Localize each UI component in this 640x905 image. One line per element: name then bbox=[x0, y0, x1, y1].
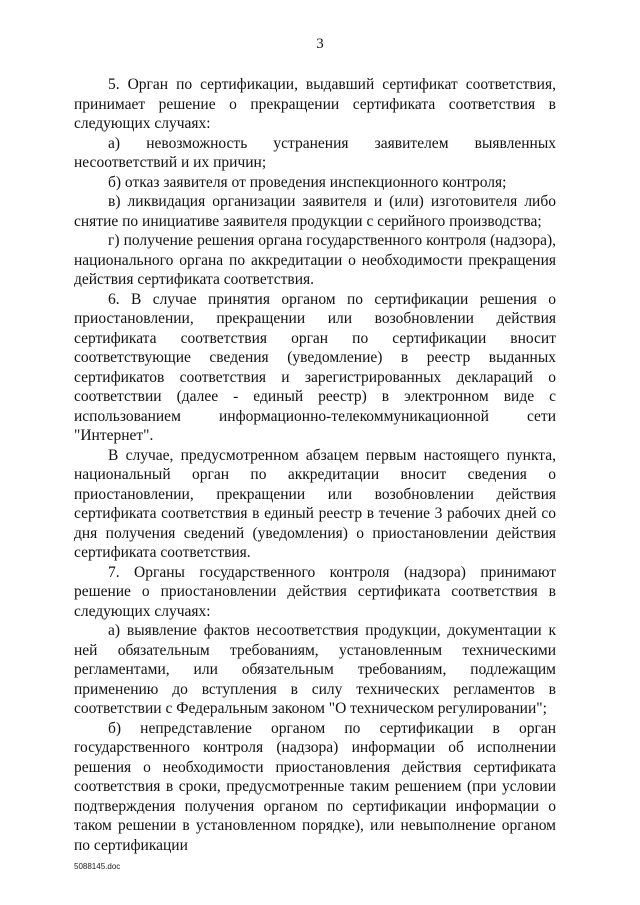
paragraph-item-5: 5. Орган по сертификации, выдавший сертификат соответствия, принимает решение о прекращении сертификата соответствия в следующих случаях: bbox=[74, 76, 556, 132]
paragraph-item-5a: а) невозможность устранения заявителем выявленных несоответствий и их причин; bbox=[74, 134, 556, 171]
paragraph-item-7a: а) выявление фактов несоответствия продукции, документации к ней обязательным требованиям, установленным техническими регламентами, или обязательным требованиям, подлежащим применению до вступления в силу технических регламентов в соответствии с Федеральным законом "О техническом регулировании"; bbox=[74, 622, 556, 717]
paragraph-item-6-second: В случае, предусмотренном абзацем первым настоящего пункта, национальный орган по аккредитации вносит сведения о приостановлении, прекращении или возобновлении действия сертификата соответствия в единый реестр в течение 3 рабочих дней со дня получения сведений (уведомления) о приостановлении действия сертификата соответствия. bbox=[74, 446, 556, 561]
paragraph-item-5b: б) отказ заявителя от проведения инспекционного контроля; bbox=[108, 173, 507, 191]
paragraph-item-5g: г) получение решения органа государственного контроля (надзора), национального органа по аккредитации о необходимости прекращения действия сертификата соответствия. bbox=[74, 232, 556, 288]
paragraph-item-7: 7. Органы государственного контроля (надзора) принимают решение о приостановлении действия сертификата соответствия в следующих случаях: bbox=[74, 563, 556, 620]
paragraph-item-6: 6. В случае принятия органом по сертификации решения о приостановлении, прекращении или возобновлении действия сертификата соответствия орган по сертификации вносит соответствующие сведения (уведомление) в реестр выданных сертификатов соответствия и зарегистрированных деклараций о соответствии (далее - единый реестр) в электронном виде с использованием информационно-телекоммуникационной сети "Интернет". bbox=[74, 290, 556, 444]
document-footer-filename: 5088145.doc bbox=[74, 862, 121, 871]
page-number: 3 bbox=[316, 36, 324, 52]
paragraph-item-7b: б) непредставление органом по сертификации в орган государственного контроля (надзора) информации об исполнении решения о необходимости приостановления действия сертификата соответствия в сроки, предусмотренные таким решением (при условии подтверждения получения органом по сертификации информации о таком решении в установленном порядке), или невыполнение органом по сертификации bbox=[74, 719, 556, 854]
paragraph-item-5v: в) ликвидация организации заявителя и (или) изготовителя либо снятие по инициативе заявителя продукции с серийного производства; bbox=[74, 193, 556, 230]
document-body bbox=[74, 75, 556, 855]
